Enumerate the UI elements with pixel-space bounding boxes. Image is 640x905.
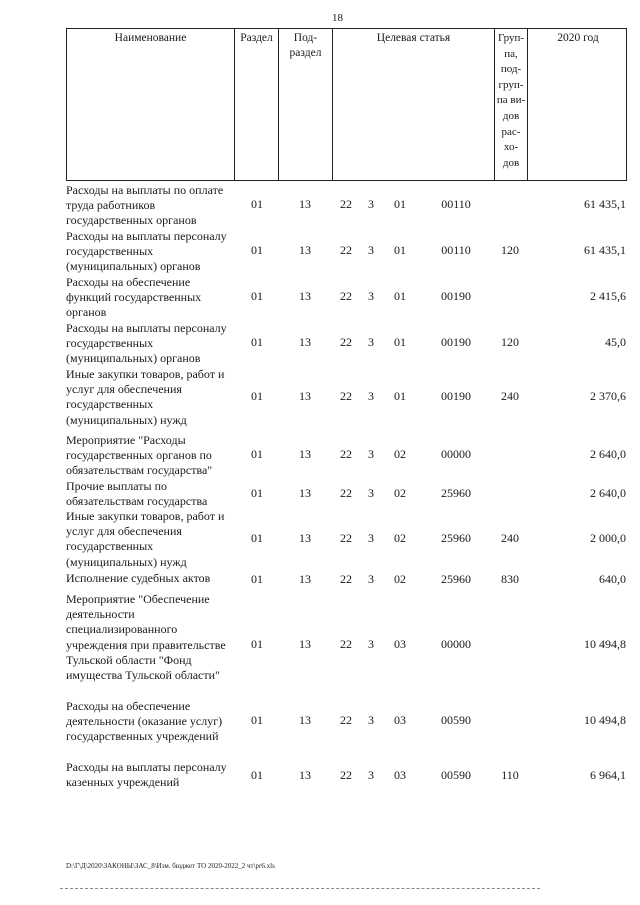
target-program-cell: 22 — [340, 335, 352, 349]
amount-cell: 6 964,1 — [590, 768, 626, 782]
row-name: Исполнение судебных актов — [66, 571, 211, 585]
target-subprogram-cell: 3 — [368, 531, 374, 545]
amount-cell: 640,0 — [599, 572, 626, 586]
target-direction-cell: 00190 — [441, 289, 471, 303]
target-program-cell: 22 — [340, 447, 352, 461]
amount-cell: 2 415,6 — [590, 289, 626, 303]
razdel-cell: 01 — [251, 531, 263, 545]
expense-type-cell: 110 — [501, 768, 519, 782]
header-expense-group: Груп- па, под- груп- па ви- дов рас- хо- дов — [495, 29, 528, 180]
target-event-cell: 01 — [394, 197, 406, 211]
podrazdel-cell: 13 — [299, 531, 311, 545]
target-event-cell: 01 — [394, 389, 406, 403]
target-event-cell: 03 — [394, 637, 406, 651]
row-name: Расходы на выплаты персоналу казенных учреждений — [66, 760, 227, 790]
expense-type-cell: 120 — [501, 335, 519, 349]
target-program-cell: 22 — [340, 713, 352, 727]
expense-type-cell: 240 — [501, 389, 519, 403]
razdel-cell: 01 — [251, 713, 263, 727]
target-direction-cell: 00000 — [441, 447, 471, 461]
podrazdel-cell: 13 — [299, 768, 311, 782]
target-program-cell: 22 — [340, 531, 352, 545]
target-program-cell: 22 — [340, 243, 352, 257]
target-event-cell: 01 — [394, 335, 406, 349]
row-name: Расходы на выплаты персоналу государственных (муниципальных) органов — [66, 229, 227, 274]
header-section: Раздел — [235, 29, 279, 180]
razdel-cell: 01 — [251, 243, 263, 257]
podrazdel-cell: 13 — [299, 197, 311, 211]
target-direction-cell: 00190 — [441, 389, 471, 403]
target-subprogram-cell: 3 — [368, 389, 374, 403]
podrazdel-cell: 13 — [299, 637, 311, 651]
header-subsection: Под- раздел — [279, 29, 333, 180]
header-name: Наименование — [67, 29, 235, 180]
target-event-cell: 03 — [394, 768, 406, 782]
target-subprogram-cell: 3 — [368, 768, 374, 782]
razdel-cell: 01 — [251, 197, 263, 211]
amount-cell: 61 435,1 — [584, 197, 626, 211]
target-subprogram-cell: 3 — [368, 289, 374, 303]
row-name: Иные закупки товаров, работ и услуг для обеспечения государственных (муниципальных) нужд — [66, 509, 225, 569]
file-path-footer: D:\Г\Д\2020\ЗАКОНЫ\ЗАС_8\Изм. бюджет ТО 2020-2022_2 чт\pr6.xls — [66, 862, 275, 870]
page-number: 18 — [332, 12, 343, 24]
target-program-cell: 22 — [340, 389, 352, 403]
target-program-cell: 22 — [340, 486, 352, 500]
podrazdel-cell: 13 — [299, 389, 311, 403]
expense-type-cell: 120 — [501, 243, 519, 257]
podrazdel-cell: 13 — [299, 713, 311, 727]
target-subprogram-cell: 3 — [368, 197, 374, 211]
expense-type-cell: 240 — [501, 531, 519, 545]
target-event-cell: 02 — [394, 531, 406, 545]
target-subprogram-cell: 3 — [368, 447, 374, 461]
table-header — [66, 28, 627, 181]
razdel-cell: 01 — [251, 486, 263, 500]
target-subprogram-cell: 3 — [368, 713, 374, 727]
target-program-cell: 22 — [340, 289, 352, 303]
podrazdel-cell: 13 — [299, 486, 311, 500]
target-program-cell: 22 — [340, 637, 352, 651]
target-direction-cell: 25960 — [441, 572, 471, 586]
target-direction-cell: 00110 — [441, 197, 471, 211]
target-subprogram-cell: 3 — [368, 572, 374, 586]
razdel-cell: 01 — [251, 389, 263, 403]
razdel-cell: 01 — [251, 637, 263, 651]
row-name: Прочие выплаты по обязательствам государства — [66, 479, 208, 509]
target-event-cell: 01 — [394, 289, 406, 303]
amount-cell: 2 370,6 — [590, 389, 626, 403]
header-year-2020: 2020 год — [557, 32, 599, 44]
amount-cell: 2 640,0 — [590, 447, 626, 461]
amount-cell: 2 640,0 — [590, 486, 626, 500]
target-subprogram-cell: 3 — [368, 637, 374, 651]
row-name: Расходы на обеспечение деятельности (оказание услуг) государственных учреждений — [66, 699, 223, 744]
amount-cell: 10 494,8 — [584, 713, 626, 727]
row-name: Мероприятие "Обеспечение деятельности специализированного учреждения при правительстве Тульской области "Фонд имущества Тульской области" — [66, 592, 226, 683]
target-event-cell: 02 — [394, 572, 406, 586]
razdel-cell: 01 — [251, 289, 263, 303]
razdel-cell: 01 — [251, 335, 263, 349]
target-direction-cell: 00590 — [441, 768, 471, 782]
target-program-cell: 22 — [340, 572, 352, 586]
target-direction-cell: 25960 — [441, 486, 471, 500]
target-subprogram-cell: 3 — [368, 486, 374, 500]
target-direction-cell: 00590 — [441, 713, 471, 727]
podrazdel-cell: 13 — [299, 335, 311, 349]
amount-cell: 2 000,0 — [590, 531, 626, 545]
podrazdel-cell: 13 — [299, 447, 311, 461]
expense-type-cell: 830 — [501, 572, 519, 586]
row-name: Иные закупки товаров, работ и услуг для обеспечения государственных (муниципальных) нужд — [66, 367, 225, 427]
header-target-article: Целевая статья — [333, 29, 495, 180]
target-program-cell: 22 — [340, 768, 352, 782]
target-subprogram-cell: 3 — [368, 243, 374, 257]
footer-divider — [60, 888, 540, 889]
target-program-cell: 22 — [340, 197, 352, 211]
target-direction-cell: 00190 — [441, 335, 471, 349]
razdel-cell: 01 — [251, 768, 263, 782]
target-event-cell: 02 — [394, 486, 406, 500]
target-direction-cell: 00110 — [441, 243, 471, 257]
target-direction-cell: 00000 — [441, 637, 471, 651]
amount-cell: 45,0 — [605, 335, 626, 349]
target-event-cell: 02 — [394, 447, 406, 461]
amount-cell: 61 435,1 — [584, 243, 626, 257]
razdel-cell: 01 — [251, 447, 263, 461]
row-name: Расходы на обеспечение функций государственных органов — [66, 275, 202, 320]
podrazdel-cell: 13 — [299, 289, 311, 303]
razdel-cell: 01 — [251, 572, 263, 586]
row-name: Расходы на выплаты персоналу государственных (муниципальных) органов — [66, 321, 227, 366]
podrazdel-cell: 13 — [299, 572, 311, 586]
target-direction-cell: 25960 — [441, 531, 471, 545]
row-name: Расходы на выплаты по оплате труда работников государственных органов — [66, 183, 224, 228]
target-event-cell: 01 — [394, 243, 406, 257]
target-subprogram-cell: 3 — [368, 335, 374, 349]
podrazdel-cell: 13 — [299, 243, 311, 257]
amount-cell: 10 494,8 — [584, 637, 626, 651]
row-name: Мероприятие "Расходы государственных органов по обязательствам государства" — [66, 433, 213, 478]
target-event-cell: 03 — [394, 713, 406, 727]
